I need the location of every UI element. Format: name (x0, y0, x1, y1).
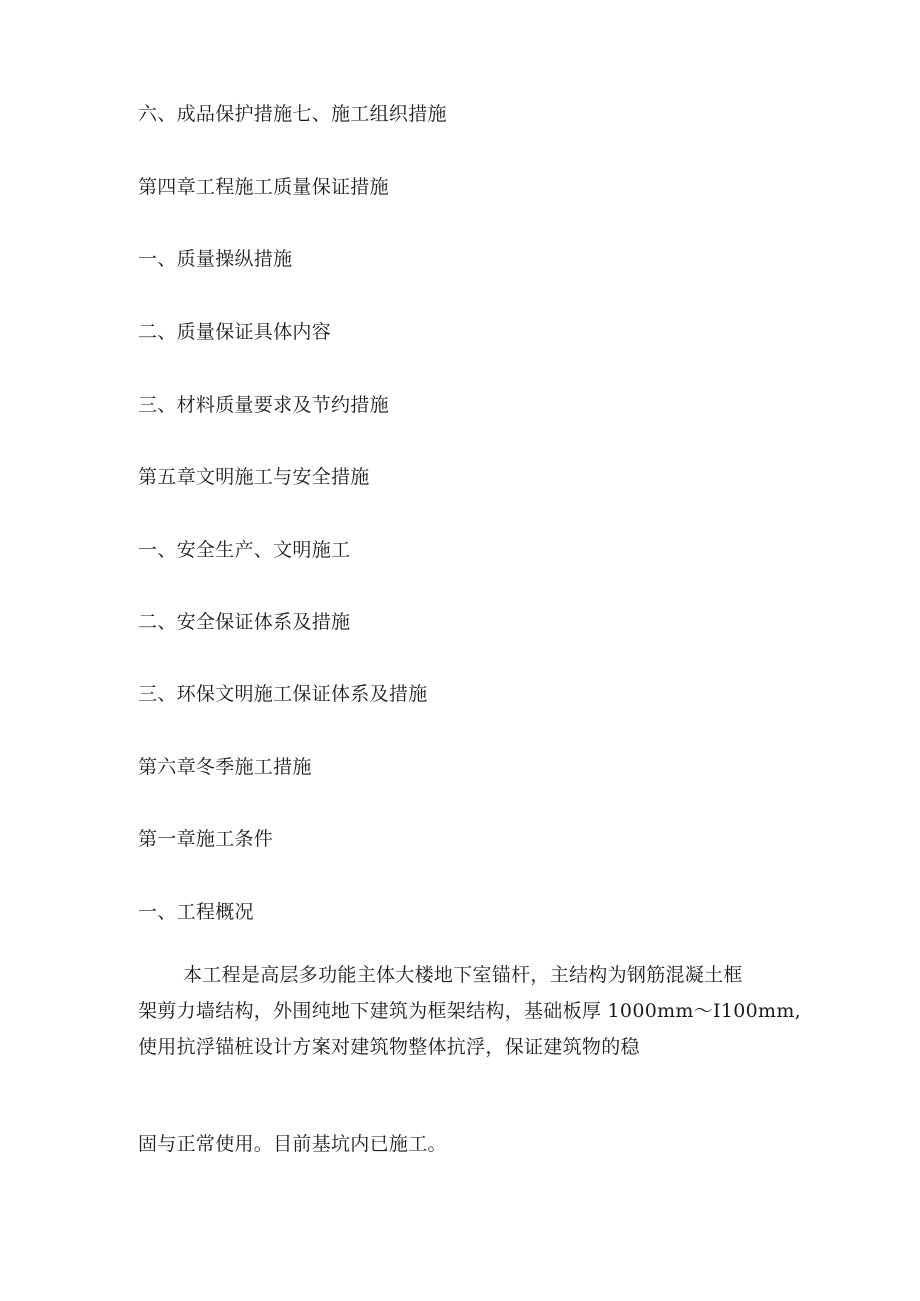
toc-item: 一、质量操纵措施 (138, 248, 293, 270)
toc-chapter-heading: 第五章文明施工与安全措施 (138, 466, 370, 488)
toc-item: 六、成品保护措施七、施工组织措施 (138, 103, 447, 125)
paragraph-line: 使用抗浮锚桩设计方案对建筑物整体抗浮，保证建筑物的稳 (138, 1036, 640, 1058)
toc-item: 三、材料质量要求及节约措施 (138, 394, 389, 416)
paragraph-line: 本工程是高层多功能主体大楼地下室锚杆，主结构为钢筋混凝土框 (183, 964, 743, 986)
toc-item: 二、质量保证具体内容 (138, 321, 332, 343)
toc-chapter-heading: 第六章冬季施工措施 (138, 756, 312, 778)
toc-item: 一、安全生产、文明施工 (138, 539, 351, 561)
toc-item: 二、安全保证体系及措施 (138, 611, 351, 633)
paragraph-line: 固与正常使用。目前基坑内已施工。 (138, 1133, 447, 1155)
chapter-title: 第一章施工条件 (138, 828, 274, 850)
body-paragraph (138, 957, 810, 1065)
section-heading: 一、工程概况 (138, 901, 254, 923)
paragraph-line: 架剪力墙结构，外围纯地下建筑为框架结构，基础板厚 1000mm～I100mm, (138, 1000, 801, 1022)
toc-chapter-heading: 第四章工程施工质量保证措施 (138, 176, 389, 198)
toc-item: 三、环保文明施工保证体系及措施 (138, 683, 428, 705)
